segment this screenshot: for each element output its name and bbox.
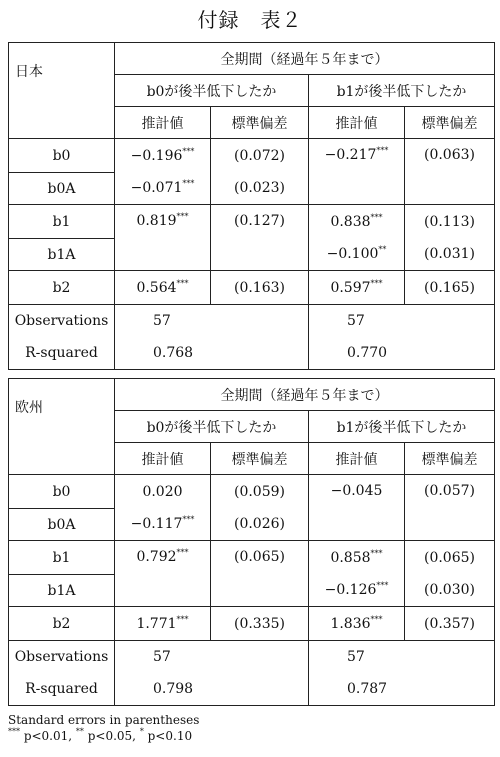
observations-m1: 57	[153, 649, 171, 665]
cell-b1-m2-se: (0.113)	[405, 205, 495, 239]
rsquared-m2: 0.787	[347, 681, 388, 697]
stderr-header: 標準偏差	[405, 107, 495, 139]
row-label-b0: b0	[9, 139, 115, 173]
rsquared-m2: 0.770	[347, 345, 388, 361]
row-label-b2: b2	[9, 271, 115, 305]
row-label-b0a: b0A	[9, 509, 115, 541]
cell-b0a-m1-se: (0.023)	[211, 173, 309, 205]
observations-m2: 57	[347, 313, 365, 329]
row-label-b1a: b1A	[9, 575, 115, 607]
row-label-b1: b1	[9, 541, 115, 575]
cell-b1-m1-se: (0.127)	[211, 205, 309, 271]
footnote-significance: *** p<0.01, ** p<0.05, * p<0.10	[8, 727, 193, 743]
cell-b1-m1-est: 0.819***	[115, 205, 211, 271]
cell-b0a-m1-se: (0.026)	[211, 509, 309, 541]
cell-b1-m2-est: 0.858***	[309, 541, 405, 575]
cell-b1-m2-se: (0.065)	[405, 541, 495, 575]
cell-b0-m1-est: −0.196***	[115, 139, 211, 173]
row-label-observations: Observations	[9, 305, 115, 338]
row-label-observations: Observations	[9, 641, 115, 674]
cell-b0-m1-se: (0.059)	[211, 475, 309, 509]
cell-b1-m1-se: (0.065)	[211, 541, 309, 607]
row-label-b1: b1	[9, 205, 115, 239]
estimate-header: 推計値	[115, 107, 211, 139]
cell-b0-m2-est: −0.045	[309, 475, 405, 541]
row-label-b0: b0	[9, 475, 115, 509]
cell-b0-m2-se: (0.063)	[405, 139, 495, 205]
cell-b1a-m2-est: −0.126***	[309, 575, 405, 607]
footnotes	[8, 712, 199, 744]
cell-b0-m1-est: 0.020	[115, 475, 211, 509]
cell-b1a-m2-se: (0.030)	[405, 575, 495, 607]
estimate-header: 推計値	[115, 443, 211, 475]
model1-header: b0が後半低下したか	[115, 411, 309, 443]
cell-b0-m2-est: −0.217***	[309, 139, 405, 205]
footnote-stderr: Standard errors in parentheses	[8, 713, 200, 727]
row-label-b1a: b1A	[9, 239, 115, 271]
stderr-header: 標準偏差	[211, 443, 309, 475]
row-label-rsquared: R-squared	[9, 337, 115, 370]
cell-b1-m1-est: 0.792***	[115, 541, 211, 607]
cell-b1-m2-est: 0.838***	[309, 205, 405, 239]
row-label-b2: b2	[9, 607, 115, 641]
cell-b0a-m1-est: −0.117***	[115, 509, 211, 541]
stderr-header: 標準偏差	[211, 107, 309, 139]
stats-m2	[309, 641, 495, 706]
row-label-rsquared: R-squared	[9, 673, 115, 706]
cell-b0-m1-se: (0.072)	[211, 139, 309, 173]
cell-b2-m1-est: 0.564***	[115, 271, 211, 305]
model1-header: b0が後半低下したか	[115, 75, 309, 107]
period-header: 全期間（経過年５年まで）	[115, 379, 495, 411]
stats-m1	[115, 641, 309, 706]
estimate-header: 推計値	[309, 107, 405, 139]
cell-b2-m1-se: (0.163)	[211, 271, 309, 305]
model2-header: b1が後半低下したか	[309, 411, 495, 443]
observations-m2: 57	[347, 649, 365, 665]
cell-b2-m2-est: 1.836***	[309, 607, 405, 641]
rsquared-m1: 0.798	[153, 681, 194, 697]
cell-b0a-m1-est: −0.071***	[115, 173, 211, 205]
estimate-header: 推計値	[309, 443, 405, 475]
stats-m1	[115, 305, 309, 370]
stats-m2	[309, 305, 495, 370]
region-label: 欧州	[9, 379, 115, 475]
regression-table-europe	[8, 378, 495, 706]
cell-b2-m2-se: (0.357)	[405, 607, 495, 641]
region-label: 日本	[9, 43, 115, 139]
cell-b1a-m2-est: −0.100**	[309, 239, 405, 271]
page-title: 付録 表２	[197, 8, 303, 32]
cell-b2-m1-est: 1.771***	[115, 607, 211, 641]
row-label-b0a: b0A	[9, 173, 115, 205]
model2-header: b1が後半低下したか	[309, 75, 495, 107]
stderr-header: 標準偏差	[405, 443, 495, 475]
cell-b1a-m2-se: (0.031)	[405, 239, 495, 271]
cell-b2-m2-est: 0.597***	[309, 271, 405, 305]
regression-table-japan	[8, 42, 495, 370]
period-header: 全期間（経過年５年まで）	[115, 43, 495, 75]
rsquared-m1: 0.768	[153, 345, 194, 361]
cell-b0-m2-se: (0.057)	[405, 475, 495, 541]
observations-m1: 57	[153, 313, 171, 329]
cell-b2-m2-se: (0.165)	[405, 271, 495, 305]
cell-b2-m1-se: (0.335)	[211, 607, 309, 641]
